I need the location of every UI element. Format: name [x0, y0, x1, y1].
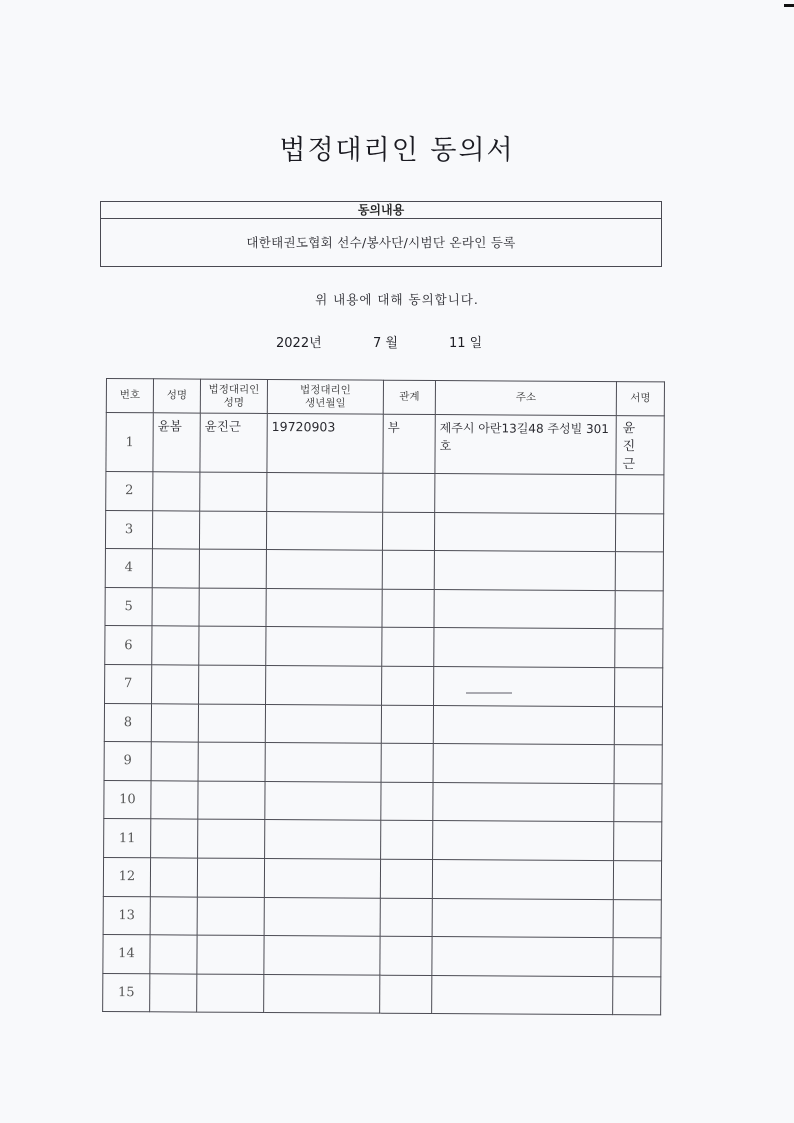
table-row — [104, 819, 662, 861]
cell-no — [105, 510, 152, 549]
header-relation: 관계 — [383, 380, 435, 414]
cell-address — [434, 512, 615, 552]
cell-guardian-name — [197, 935, 264, 974]
cell-relation — [382, 589, 434, 628]
table-row — [106, 413, 664, 475]
consent-body: 대한태권도협회 선수/봉사단/시범단 온라인 등록 — [246, 235, 516, 250]
cell-guardian-birth — [264, 974, 380, 1013]
cell-guardian-birth — [266, 627, 382, 666]
cell-no — [105, 549, 152, 588]
cell-address — [432, 859, 613, 899]
cell-guardian-name — [198, 704, 265, 743]
cell-guardian-birth — [265, 820, 381, 859]
agreement-statement: 위 내용에 대해 동의합니다. — [315, 292, 479, 307]
cell-no — [103, 857, 150, 896]
cell-name — [153, 472, 200, 511]
cell-no — [106, 472, 153, 511]
cell-address — [434, 551, 615, 591]
scan-smudge — [466, 692, 512, 694]
cell-guardian-name — [199, 665, 266, 704]
cell-no — [103, 896, 150, 935]
cell-name — [152, 665, 199, 704]
cell-signature — [614, 783, 662, 822]
cell-no-text: 4 — [124, 560, 134, 576]
table-row — [104, 742, 662, 784]
cell-name — [152, 588, 199, 627]
cell-guardian-birth — [265, 704, 381, 743]
cell-guardian-name — [200, 413, 267, 472]
cell-guardian-name — [198, 781, 265, 820]
header-no: 번호 — [106, 379, 153, 413]
cell-guardian-name — [199, 626, 266, 665]
table-row — [103, 935, 661, 977]
cell-address — [433, 821, 614, 861]
cell-no — [104, 819, 151, 858]
cell-guardian-name — [199, 549, 266, 588]
cell-guardian-birth — [266, 550, 382, 589]
cell-no — [106, 413, 153, 472]
table-body — [103, 413, 665, 1016]
cell-signature — [613, 976, 661, 1015]
cell-signature — [615, 629, 663, 668]
cell-address — [432, 898, 613, 938]
cell-relation — [381, 705, 433, 744]
cell-relation — [383, 414, 435, 473]
cell-no-text: 5 — [124, 599, 133, 615]
cell-no — [105, 664, 152, 703]
cell-name — [151, 781, 198, 820]
cell-guardian-birth — [266, 665, 382, 704]
cell-name — [150, 973, 197, 1012]
cell-guardian-birth — [264, 858, 380, 897]
cell-name — [152, 549, 199, 588]
cell-no-text: 1 — [125, 434, 134, 450]
cell-signature-text: 윤 진 근 — [622, 421, 644, 473]
table-row — [103, 857, 661, 899]
table-row — [104, 780, 662, 822]
cell-guardian-name-text: 윤진근 — [204, 418, 241, 434]
cell-guardian-name — [199, 588, 266, 627]
cell-no-text: 2 — [125, 483, 134, 499]
cell-address — [435, 474, 616, 514]
cell-name — [150, 858, 197, 897]
cell-name — [151, 742, 198, 781]
cell-no-text: 8 — [123, 714, 133, 731]
cell-signature — [615, 590, 663, 629]
cell-relation — [381, 821, 433, 860]
header-address: 주소 — [435, 381, 616, 416]
cell-signature — [614, 745, 662, 784]
cell-name — [150, 896, 197, 935]
cell-name — [152, 510, 199, 549]
consent-header: 동의내용 — [101, 202, 661, 219]
table-header-row — [106, 379, 664, 416]
scan-corner-mark — [784, 4, 794, 7]
cell-relation — [380, 975, 432, 1014]
header-name: 성명 — [153, 379, 200, 413]
cell-name — [151, 703, 198, 742]
cell-guardian-name — [197, 858, 264, 897]
date-day: 11 일 — [449, 336, 483, 351]
cell-address — [432, 975, 613, 1015]
table-row — [103, 896, 661, 938]
cell-no-text: 10 — [119, 792, 136, 808]
cell-no-text: 6 — [124, 637, 133, 653]
cell-no — [104, 742, 151, 781]
cell-signature — [614, 706, 662, 745]
cell-guardian-birth — [264, 897, 380, 936]
cell-no — [103, 973, 150, 1012]
cell-name — [152, 626, 199, 665]
cell-signature — [614, 822, 662, 861]
table-row — [105, 510, 663, 552]
cell-guardian-name — [198, 742, 265, 781]
cell-guardian-birth — [267, 413, 383, 473]
cell-no-text: 14 — [118, 946, 135, 962]
cell-address — [434, 628, 615, 668]
cell-signature — [616, 416, 664, 475]
table-row — [105, 626, 663, 668]
cell-name — [151, 819, 198, 858]
cell-name-text: 윤봄 — [157, 418, 182, 434]
date-year: 2022년 — [276, 336, 322, 351]
cell-no — [103, 935, 150, 974]
cell-address — [433, 744, 614, 784]
document-title: 법정대리인 동의서 — [279, 135, 515, 166]
cell-name — [150, 935, 197, 974]
cell-address — [435, 415, 616, 475]
table-row — [104, 703, 662, 745]
cell-relation — [381, 743, 433, 782]
cell-guardian-name — [198, 819, 265, 858]
cell-relation — [382, 666, 434, 705]
header-signature: 서명 — [616, 382, 664, 416]
cell-relation — [383, 473, 435, 512]
cell-no-text: 7 — [123, 676, 133, 692]
cell-relation — [381, 782, 433, 821]
cell-guardian-birth — [265, 743, 381, 782]
cell-guardian-name — [197, 974, 264, 1013]
cell-name — [153, 413, 200, 472]
cell-relation-text: 부 — [387, 419, 400, 435]
header-guardian-name: 법정대리인 성명 — [200, 379, 267, 413]
table-row — [105, 549, 663, 591]
cell-address — [432, 937, 613, 977]
date-month: 7 월 — [373, 336, 398, 351]
cell-no — [104, 780, 151, 819]
cell-relation — [380, 898, 432, 937]
cell-guardian-birth — [266, 588, 382, 627]
cell-relation — [380, 936, 432, 975]
cell-no-text: 15 — [117, 985, 135, 1001]
cell-no — [105, 587, 152, 626]
table-row — [106, 472, 664, 514]
cell-address — [434, 589, 615, 629]
cell-signature — [613, 899, 661, 938]
cell-no-text: 13 — [118, 907, 136, 924]
cell-no-text: 11 — [118, 830, 136, 846]
cell-relation — [382, 512, 434, 551]
cell-guardian-name — [197, 897, 264, 936]
cell-no-text: 3 — [124, 522, 134, 538]
table-row — [105, 587, 663, 629]
consent-content-box — [100, 201, 662, 267]
cell-address — [433, 782, 614, 822]
cell-signature — [616, 475, 664, 514]
table-row — [105, 664, 663, 706]
cell-signature — [615, 668, 663, 707]
cell-relation — [382, 550, 434, 589]
cell-guardian-birth-text: 19720903 — [271, 419, 336, 435]
cell-signature — [613, 861, 661, 900]
cell-guardian-birth — [265, 781, 381, 820]
cell-no — [105, 626, 152, 665]
cell-address-text: 제주시 아란13길48 주성빌 301호 — [439, 421, 609, 454]
table-row — [103, 973, 661, 1015]
cell-relation — [382, 628, 434, 667]
cell-guardian-name — [200, 472, 267, 511]
cell-signature — [615, 513, 663, 552]
cell-signature — [613, 938, 661, 977]
cell-guardian-birth — [267, 472, 383, 511]
cell-guardian-birth — [264, 936, 380, 975]
cell-signature — [615, 552, 663, 591]
cell-guardian-birth — [266, 511, 382, 550]
cell-no — [104, 703, 151, 742]
guardian-roster-table — [102, 378, 665, 1016]
cell-no-text: 12 — [118, 869, 136, 885]
cell-relation — [380, 859, 432, 898]
header-guardian-birth: 법정대리인 생년월일 — [267, 379, 383, 414]
cell-no-text: 9 — [123, 753, 132, 769]
cell-guardian-name — [199, 511, 266, 550]
cell-address — [433, 705, 614, 745]
cell-address — [434, 666, 615, 706]
